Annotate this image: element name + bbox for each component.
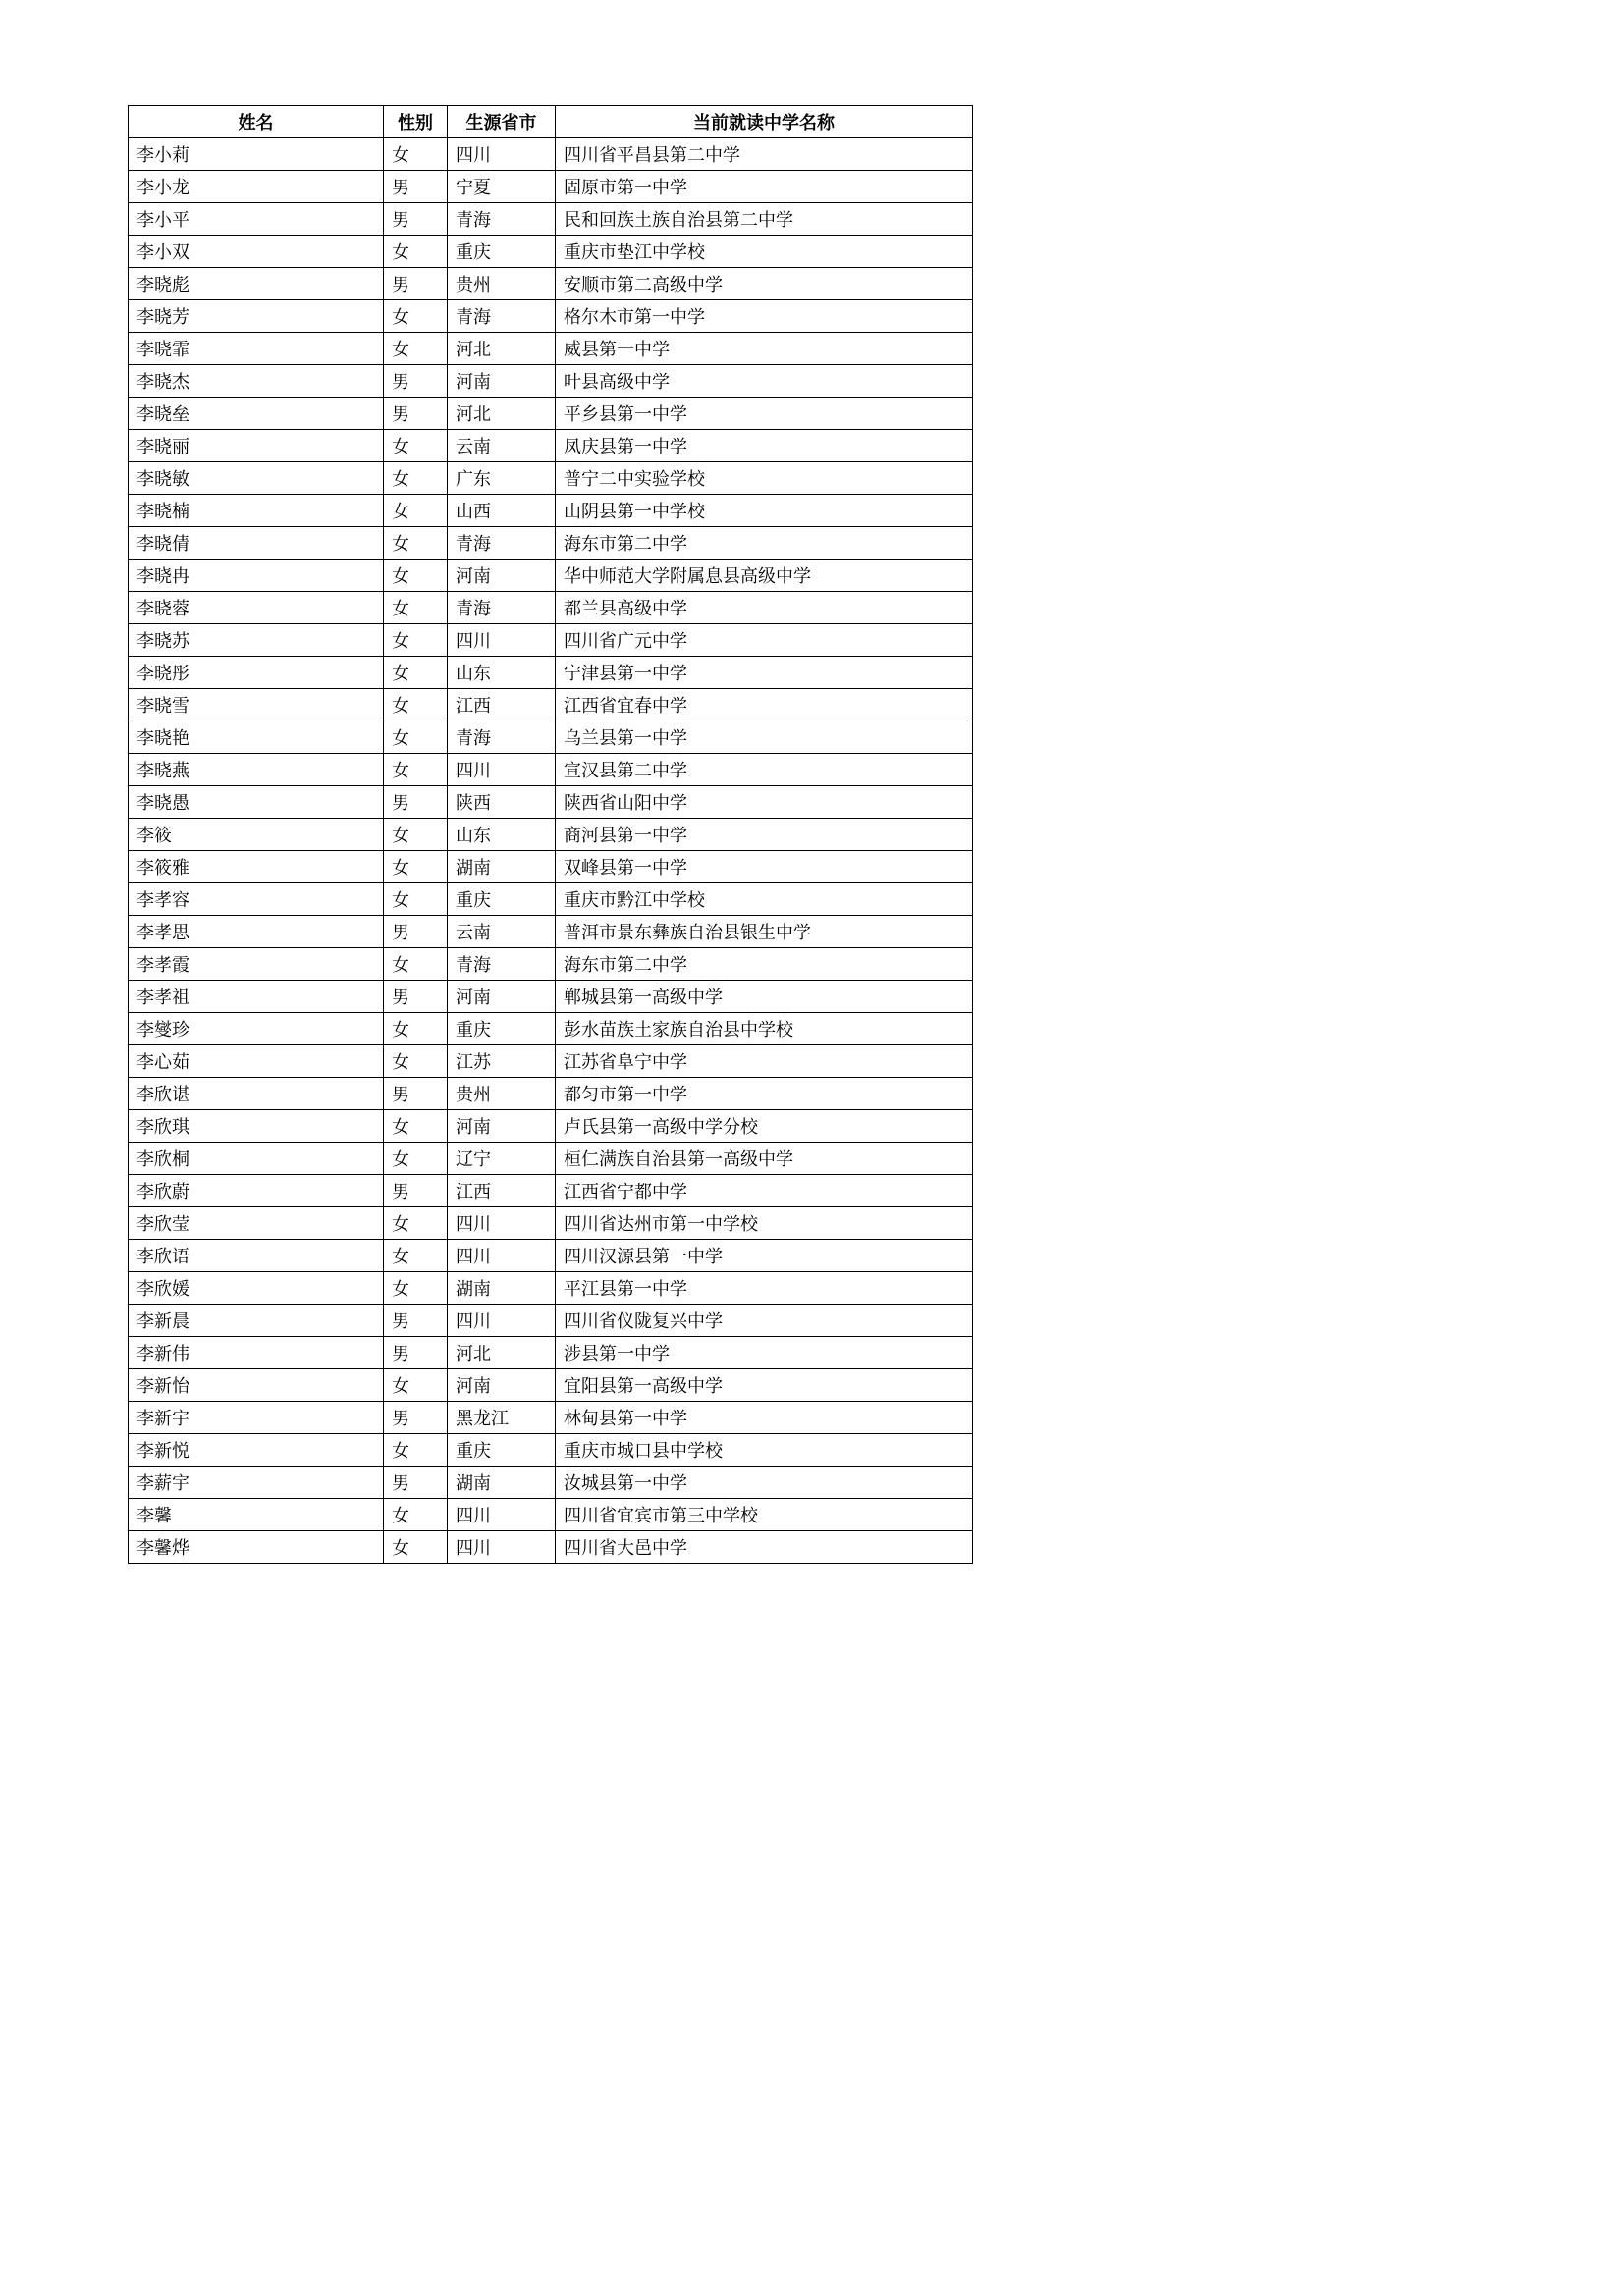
- cell-name: 李心茹: [129, 1045, 384, 1078]
- cell-gender: 女: [384, 819, 448, 851]
- cell-name: 李孝容: [129, 883, 384, 916]
- cell-school: 都匀市第一中学: [556, 1078, 973, 1110]
- cell-school: 海东市第二中学: [556, 948, 973, 981]
- cell-school: 叶县高级中学: [556, 365, 973, 398]
- cell-gender: 女: [384, 1272, 448, 1305]
- cell-gender: 女: [384, 560, 448, 592]
- table-row: [129, 786, 973, 819]
- cell-name: 李小莉: [129, 138, 384, 171]
- cell-name: 李晓雪: [129, 689, 384, 721]
- cell-name: 李新宇: [129, 1402, 384, 1434]
- cell-province: 山东: [448, 819, 556, 851]
- cell-gender: 女: [384, 430, 448, 462]
- cell-gender: 男: [384, 981, 448, 1013]
- cell-province: 贵州: [448, 1078, 556, 1110]
- table-row: [129, 754, 973, 786]
- cell-gender: 男: [384, 365, 448, 398]
- cell-gender: 女: [384, 138, 448, 171]
- cell-gender: 男: [384, 1337, 448, 1369]
- cell-province: 四川: [448, 138, 556, 171]
- cell-name: 李晓彪: [129, 268, 384, 300]
- cell-province: 黑龙江: [448, 1402, 556, 1434]
- table-row: [129, 624, 973, 657]
- cell-school: 陕西省山阳中学: [556, 786, 973, 819]
- cell-name: 李晓霏: [129, 333, 384, 365]
- cell-name: 李欣语: [129, 1240, 384, 1272]
- cell-name: 李欣媛: [129, 1272, 384, 1305]
- table-row: [129, 1402, 973, 1434]
- table-row: [129, 1175, 973, 1207]
- cell-school: 宁津县第一中学: [556, 657, 973, 689]
- cell-gender: 女: [384, 1013, 448, 1045]
- cell-name: 李欣莹: [129, 1207, 384, 1240]
- column-header-school: 当前就读中学名称: [556, 106, 973, 138]
- cell-name: 李晓丽: [129, 430, 384, 462]
- cell-province: 广东: [448, 462, 556, 495]
- table-row: [129, 1240, 973, 1272]
- cell-province: 云南: [448, 430, 556, 462]
- cell-province: 山西: [448, 495, 556, 527]
- cell-name: 李筱: [129, 819, 384, 851]
- cell-province: 河北: [448, 333, 556, 365]
- cell-gender: 女: [384, 1531, 448, 1564]
- cell-province: 四川: [448, 1499, 556, 1531]
- cell-province: 重庆: [448, 883, 556, 916]
- cell-gender: 女: [384, 1143, 448, 1175]
- cell-school: 江西省宜春中学: [556, 689, 973, 721]
- cell-name: 李晓蓉: [129, 592, 384, 624]
- cell-name: 李新怡: [129, 1369, 384, 1402]
- cell-name: 李新悦: [129, 1434, 384, 1467]
- cell-school: 普洱市景东彝族自治县银生中学: [556, 916, 973, 948]
- cell-name: 李晓燕: [129, 754, 384, 786]
- table-row: [129, 1207, 973, 1240]
- cell-school: 商河县第一中学: [556, 819, 973, 851]
- cell-name: 李小平: [129, 203, 384, 236]
- cell-province: 河南: [448, 560, 556, 592]
- cell-province: 四川: [448, 1240, 556, 1272]
- column-header-gender: 性别: [384, 106, 448, 138]
- cell-school: 海东市第二中学: [556, 527, 973, 560]
- cell-school: 四川省宜宾市第三中学校: [556, 1499, 973, 1531]
- table-row: [129, 560, 973, 592]
- cell-gender: 女: [384, 527, 448, 560]
- table-row: [129, 689, 973, 721]
- cell-province: 青海: [448, 721, 556, 754]
- table-row: [129, 333, 973, 365]
- table-row: [129, 138, 973, 171]
- student-table: [128, 105, 973, 1564]
- cell-gender: 男: [384, 1305, 448, 1337]
- column-header-province: 生源省市: [448, 106, 556, 138]
- cell-school: 江苏省阜宁中学: [556, 1045, 973, 1078]
- cell-name: 李晓彤: [129, 657, 384, 689]
- cell-gender: 女: [384, 236, 448, 268]
- table-body: [129, 138, 973, 1564]
- cell-province: 辽宁: [448, 1143, 556, 1175]
- cell-school: 江西省宁都中学: [556, 1175, 973, 1207]
- cell-province: 江苏: [448, 1045, 556, 1078]
- cell-school: 郸城县第一高级中学: [556, 981, 973, 1013]
- cell-gender: 男: [384, 203, 448, 236]
- cell-school: 普宁二中实验学校: [556, 462, 973, 495]
- cell-name: 李孝霞: [129, 948, 384, 981]
- table-row: [129, 1110, 973, 1143]
- table-row: [129, 1013, 973, 1045]
- cell-name: 李晓愚: [129, 786, 384, 819]
- cell-school: 宜阳县第一高级中学: [556, 1369, 973, 1402]
- cell-name: 李燮珍: [129, 1013, 384, 1045]
- cell-name: 李馨烨: [129, 1531, 384, 1564]
- cell-gender: 女: [384, 1207, 448, 1240]
- cell-gender: 女: [384, 948, 448, 981]
- cell-province: 四川: [448, 624, 556, 657]
- cell-province: 重庆: [448, 236, 556, 268]
- cell-gender: 男: [384, 1402, 448, 1434]
- cell-province: 青海: [448, 592, 556, 624]
- cell-province: 湖南: [448, 1272, 556, 1305]
- table-row: [129, 300, 973, 333]
- table-row: [129, 1531, 973, 1564]
- table-row: [129, 1143, 973, 1175]
- table-row: [129, 365, 973, 398]
- cell-name: 李孝思: [129, 916, 384, 948]
- cell-school: 重庆市黔江中学校: [556, 883, 973, 916]
- cell-gender: 女: [384, 721, 448, 754]
- cell-name: 李晓冉: [129, 560, 384, 592]
- cell-gender: 男: [384, 1078, 448, 1110]
- table-row: [129, 981, 973, 1013]
- table-row: [129, 1434, 973, 1467]
- cell-name: 李薪宇: [129, 1467, 384, 1499]
- cell-name: 李晓杰: [129, 365, 384, 398]
- cell-province: 四川: [448, 1531, 556, 1564]
- cell-school: 凤庆县第一中学: [556, 430, 973, 462]
- cell-school: 四川汉源县第一中学: [556, 1240, 973, 1272]
- cell-school: 平乡县第一中学: [556, 398, 973, 430]
- cell-gender: 男: [384, 1467, 448, 1499]
- cell-school: 涉县第一中学: [556, 1337, 973, 1369]
- cell-province: 青海: [448, 527, 556, 560]
- table-row: [129, 171, 973, 203]
- cell-school: 平江县第一中学: [556, 1272, 973, 1305]
- cell-school: 乌兰县第一中学: [556, 721, 973, 754]
- cell-gender: 男: [384, 916, 448, 948]
- cell-name: 李欣桐: [129, 1143, 384, 1175]
- table-row: [129, 592, 973, 624]
- cell-gender: 男: [384, 171, 448, 203]
- cell-gender: 女: [384, 462, 448, 495]
- cell-name: 李新伟: [129, 1337, 384, 1369]
- cell-school: 重庆市垫江中学校: [556, 236, 973, 268]
- cell-name: 李晓芳: [129, 300, 384, 333]
- cell-province: 青海: [448, 948, 556, 981]
- cell-gender: 女: [384, 592, 448, 624]
- cell-gender: 女: [384, 333, 448, 365]
- cell-province: 河南: [448, 1110, 556, 1143]
- cell-school: 桓仁满族自治县第一高级中学: [556, 1143, 973, 1175]
- cell-gender: 女: [384, 1434, 448, 1467]
- cell-province: 江西: [448, 1175, 556, 1207]
- cell-name: 李小龙: [129, 171, 384, 203]
- table-row: [129, 1305, 973, 1337]
- cell-gender: 女: [384, 1110, 448, 1143]
- table-row: [129, 1369, 973, 1402]
- cell-province: 湖南: [448, 1467, 556, 1499]
- cell-gender: 女: [384, 624, 448, 657]
- table-row: [129, 883, 973, 916]
- table-row: [129, 527, 973, 560]
- cell-province: 青海: [448, 203, 556, 236]
- cell-gender: 男: [384, 398, 448, 430]
- table-row: [129, 1499, 973, 1531]
- cell-school: 四川省平昌县第二中学: [556, 138, 973, 171]
- cell-school: 四川省广元中学: [556, 624, 973, 657]
- table-row: [129, 268, 973, 300]
- cell-school: 都兰县高级中学: [556, 592, 973, 624]
- cell-school: 威县第一中学: [556, 333, 973, 365]
- cell-province: 陕西: [448, 786, 556, 819]
- cell-gender: 女: [384, 689, 448, 721]
- cell-province: 河南: [448, 1369, 556, 1402]
- cell-name: 李晓倩: [129, 527, 384, 560]
- cell-school: 双峰县第一中学: [556, 851, 973, 883]
- cell-gender: 女: [384, 1045, 448, 1078]
- cell-name: 李欣蔚: [129, 1175, 384, 1207]
- table-row: [129, 819, 973, 851]
- table-row: [129, 1467, 973, 1499]
- cell-province: 河南: [448, 981, 556, 1013]
- cell-school: 华中师范大学附属息县高级中学: [556, 560, 973, 592]
- cell-school: 民和回族土族自治县第二中学: [556, 203, 973, 236]
- cell-name: 李小双: [129, 236, 384, 268]
- cell-province: 青海: [448, 300, 556, 333]
- cell-gender: 女: [384, 883, 448, 916]
- cell-gender: 女: [384, 495, 448, 527]
- cell-gender: 女: [384, 1499, 448, 1531]
- cell-name: 李筱雅: [129, 851, 384, 883]
- cell-province: 河南: [448, 365, 556, 398]
- cell-name: 李孝祖: [129, 981, 384, 1013]
- cell-province: 宁夏: [448, 171, 556, 203]
- cell-school: 彭水苗族土家族自治县中学校: [556, 1013, 973, 1045]
- table-row: [129, 721, 973, 754]
- cell-school: 汝城县第一中学: [556, 1467, 973, 1499]
- table-row: [129, 236, 973, 268]
- table-row: [129, 657, 973, 689]
- table-row: [129, 1078, 973, 1110]
- cell-province: 江西: [448, 689, 556, 721]
- cell-school: 四川省仪陇复兴中学: [556, 1305, 973, 1337]
- cell-province: 贵州: [448, 268, 556, 300]
- cell-name: 李欣谌: [129, 1078, 384, 1110]
- cell-school: 固原市第一中学: [556, 171, 973, 203]
- cell-school: 山阴县第一中学校: [556, 495, 973, 527]
- cell-gender: 女: [384, 851, 448, 883]
- cell-name: 李晓艳: [129, 721, 384, 754]
- cell-school: 重庆市城口县中学校: [556, 1434, 973, 1467]
- table-row: [129, 495, 973, 527]
- cell-school: 卢氏县第一高级中学分校: [556, 1110, 973, 1143]
- cell-name: 李欣琪: [129, 1110, 384, 1143]
- table-row: [129, 1337, 973, 1369]
- cell-school: 宣汉县第二中学: [556, 754, 973, 786]
- cell-school: 林甸县第一中学: [556, 1402, 973, 1434]
- cell-name: 李晓苏: [129, 624, 384, 657]
- cell-name: 李晓楠: [129, 495, 384, 527]
- cell-province: 山东: [448, 657, 556, 689]
- table-row: [129, 916, 973, 948]
- cell-province: 重庆: [448, 1013, 556, 1045]
- cell-gender: 男: [384, 1175, 448, 1207]
- cell-gender: 女: [384, 1369, 448, 1402]
- cell-name: 李晓敏: [129, 462, 384, 495]
- cell-gender: 男: [384, 786, 448, 819]
- cell-province: 云南: [448, 916, 556, 948]
- column-header-name: 姓名: [129, 106, 384, 138]
- cell-gender: 女: [384, 657, 448, 689]
- cell-gender: 女: [384, 300, 448, 333]
- cell-name: 李馨: [129, 1499, 384, 1531]
- cell-school: 格尔木市第一中学: [556, 300, 973, 333]
- header-row: [129, 106, 973, 138]
- table-row: [129, 203, 973, 236]
- table-row: [129, 430, 973, 462]
- table-row: [129, 851, 973, 883]
- cell-gender: 男: [384, 268, 448, 300]
- cell-province: 湖南: [448, 851, 556, 883]
- cell-province: 河北: [448, 398, 556, 430]
- table-row: [129, 462, 973, 495]
- table-row: [129, 1272, 973, 1305]
- cell-school: 四川省达州市第一中学校: [556, 1207, 973, 1240]
- cell-province: 河北: [448, 1337, 556, 1369]
- cell-province: 四川: [448, 754, 556, 786]
- cell-gender: 女: [384, 754, 448, 786]
- cell-name: 李晓垒: [129, 398, 384, 430]
- cell-name: 李新晨: [129, 1305, 384, 1337]
- cell-province: 四川: [448, 1305, 556, 1337]
- cell-school: 安顺市第二高级中学: [556, 268, 973, 300]
- cell-gender: 女: [384, 1240, 448, 1272]
- cell-province: 重庆: [448, 1434, 556, 1467]
- table-row: [129, 398, 973, 430]
- cell-province: 四川: [448, 1207, 556, 1240]
- cell-school: 四川省大邑中学: [556, 1531, 973, 1564]
- table-row: [129, 948, 973, 981]
- table-row: [129, 1045, 973, 1078]
